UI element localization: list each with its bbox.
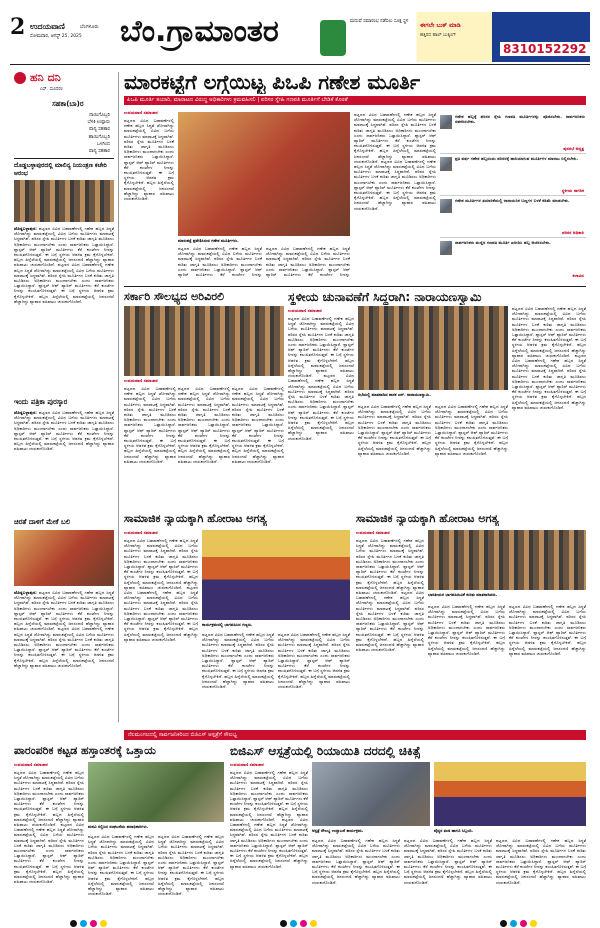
quote-block (440, 154, 586, 196)
story1-byline: ದೊಡ್ಡಬಳ್ಳಾಪುರ: (14, 226, 37, 231)
page-number: 2 (10, 14, 26, 40)
story-f-col2 (312, 838, 400, 906)
story-c-byline: ಉದಯವಾಣಿ ಸಮಾಚಾರ (124, 530, 158, 535)
lead-photo (178, 112, 350, 236)
brand: ಹನಿ ದನಿ (30, 71, 61, 84)
quote-photo (440, 199, 452, 213)
quote-photo (440, 241, 452, 255)
story-f-col1-text-2: ಪಟ್ಟಣದ ವಿವಿಧ ಬಡಾವಣೆಗಳಲ್ಲಿ ಗಣೇಶ ಹಬ್ಬದ ಸಿದ್ಧತೆ ಜೋರಾಗಿದ್ದು ಮಾರುಕಟ್ಟೆಯಲ್ಲಿ ವಿವಿಧ ಬಗೆಯ ಮೂರ್ತಿಗಳು ಮಾರಾಟಕ್ಕೆ ಸಿದ್ಧವಾಗಿವೆ. ಪರಿಸರ ಸ್ನೇಹಿ ಮೂರ್ತಿಗಳ ಬಳಕೆ ಕುರಿತು ಜಾಗೃತಿ ಮೂಡಿಸಲು ಅಧಿಕಾರಿಗಳು ಮುಂದಾಗಬೇಕು ಎಂದು ಸಾರ್ವಜನಿಕರು ಒತ್ತಾಯಿಸಿದ್ದಾರೆ. ಪ್ಲಾಸ್ಟರ್ ಆಫ್ ಪ್ಯಾರಿಸ್ ಮೂರ್ತಿಗಳು ಕೆರೆ ಕುಂಟೆಗಳ ನೀರನ್ನು ಕಲುಷಿತಗೊಳಿಸುತ್ತವೆ. ಈ ಬಗ್ಗೆ ಸ್ಥಳೀಯ ಆಡಳಿತ ಕ್ರಮ ಕೈಗೊಳ್ಳಬೇಕಿದೆ. ಹಬ್ಬದ ಹಿನ್ನೆಲೆಯಲ್ಲಿ ಮಾರುಕಟ್ಟೆಯಲ್ಲಿ ಜನಸಂದಣಿ ಹೆಚ್ಚಾಗಿದ್ದು ವ್ಯಾಪಾರ ವಹಿವಾಟು ಚುರುಕುಗೊಂಡಿದೆ. (230, 816, 308, 869)
story-b-col4-text-2: ಪಟ್ಟಣದ ವಿವಿಧ ಬಡಾವಣೆಗಳಲ್ಲಿ ಗಣೇಶ ಹಬ್ಬದ ಸಿದ್ಧತೆ ಜೋರಾಗಿದ್ದು ಮಾರುಕಟ್ಟೆಯಲ್ಲಿ ವಿವಿಧ ಬಗೆಯ ಮೂರ್ತಿಗಳು ಮಾರಾಟಕ್ಕೆ ಸಿದ್ಧವಾಗಿವೆ. ಪರಿಸರ ಸ್ನೇಹಿ ಮೂರ್ತಿಗಳ ಬಳಕೆ ಕುರಿತು ಜಾಗೃತಿ ಮೂಡಿಸಲು ಅಧಿಕಾರಿಗಳು ಮುಂದಾಗಬೇಕು ಎಂದು ಸಾರ್ವಜನಿಕರು ಒತ್ತಾಯಿಸಿದ್ದಾರೆ. ಪ್ಲಾಸ್ಟರ್ ಆಫ್ ಪ್ಯಾರಿಸ್ ಮೂರ್ತಿಗಳು ಕೆರೆ ಕುಂಟೆಗಳ ನೀರನ್ನು ಕಲುಷಿತಗೊಳಿಸುತ್ತವೆ. ಈ ಬಗ್ಗೆ ಸ್ಥಳೀಯ ಆಡಳಿತ ಕ್ರಮ ಕೈಗೊಳ್ಳಬೇಕಿದೆ. ಹಬ್ಬದ ಹಿನ್ನೆಲೆಯಲ್ಲಿ ಮಾರುಕಟ್ಟೆಯಲ್ಲಿ ಜನಸಂದಣಿ ಹೆಚ್ಚಾಗಿದ್ದು ವ್ಯಾಪಾರ ವಹಿವಾಟು ಚುರುಕುಗೊಂಡಿದೆ. (512, 352, 586, 410)
story-f-caption-2: ವೈದ್ಯರ ತಂಡ ಹಾಗೂ ಸಿಬ್ಬಂದಿ. (434, 828, 474, 833)
story-b-col3-text: ಪಟ್ಟಣದ ವಿವಿಧ ಬಡಾವಣೆಗಳಲ್ಲಿ ಗಣೇಶ ಹಬ್ಬದ ಸಿದ್ಧತೆ ಜೋರಾಗಿದ್ದು ಮಾರುಕಟ್ಟೆಯಲ್ಲಿ ವಿವಿಧ ಬಗೆಯ ಮೂರ್ತಿಗಳು ಮಾರಾಟಕ್ಕೆ ಸಿದ್ಧವಾಗಿವೆ. ಪರಿಸರ ಸ್ನೇಹಿ ಮೂರ್ತಿಗಳ ಬಳಕೆ ಕುರಿತು ಜಾಗೃತಿ ಮೂಡಿಸಲು ಅಧಿಕಾರಿಗಳು ಮುಂದಾಗಬೇಕು ಎಂದು ಸಾರ್ವಜನಿಕರು ಒತ್ತಾಯಿಸಿದ್ದಾರೆ. ಪ್ಲಾಸ್ಟರ್ ಆಫ್ ಪ್ಯಾರಿಸ್ ಮೂರ್ತಿಗಳು ಕೆರೆ ಕುಂಟೆಗಳ ನೀರನ್ನು ಕಲುಷಿತಗೊಳಿಸುತ್ತವೆ. ಈ ಬಗ್ಗೆ ಸ್ಥಳೀಯ ಆಡಳಿತ ಕ್ರಮ ಕೈಗೊಳ್ಳಬೇಕಿದೆ. ಹಬ್ಬದ ಹಿನ್ನೆಲೆಯಲ್ಲಿ ಮಾರುಕಟ್ಟೆಯಲ್ಲಿ ಜನಸಂದಣಿ ಹೆಚ್ಚಾಗಿದ್ದು ವ್ಯಾಪಾರ ವಹಿವಾಟು ಚುರುಕುಗೊಂಡಿದೆ. (435, 404, 508, 456)
lead-byline: ಉದಯವಾಣಿ ಸಮಾಚಾರ (124, 110, 158, 115)
story-d-col2-text: ಪಟ್ಟಣದ ವಿವಿಧ ಬಡಾವಣೆಗಳಲ್ಲಿ ಗಣೇಶ ಹಬ್ಬದ ಸಿದ್ಧತೆ ಜೋರಾಗಿದ್ದು ಮಾರುಕಟ್ಟೆಯಲ್ಲಿ ವಿವಿಧ ಬಗೆಯ ಮೂರ್ತಿಗಳು ಮಾರಾಟಕ್ಕೆ ಸಿದ್ಧವಾಗಿವೆ. ಪರಿಸರ ಸ್ನೇಹಿ ಮೂರ್ತಿಗಳ ಬಳಕೆ ಕುರಿತು ಜಾಗೃತಿ ಮೂಡಿಸಲು ಅಧಿಕಾರಿಗಳು ಮುಂದಾಗಬೇಕು ಎಂದು ಸಾರ್ವಜನಿಕರು ಒತ್ತಾಯಿಸಿದ್ದಾರೆ. ಪ್ಲಾಸ್ಟರ್ ಆಫ್ ಪ್ಯಾರಿಸ್ ಮೂರ್ತಿಗಳು ಕೆರೆ ಕುಂಟೆಗಳ ನೀರನ್ನು ಕಲುಷಿತಗೊಳಿಸುತ್ತವೆ. ಈ ಬಗ್ಗೆ ಸ್ಥಳೀಯ ಆಡಳಿತ ಕ್ರಮ ಕೈಗೊಳ್ಳಬೇಕಿದೆ. ಹಬ್ಬದ ಹಿನ್ನೆಲೆಯಲ್ಲಿ ಮಾರುಕಟ್ಟೆಯಲ್ಲಿ ಜನಸಂದಣಿ ಹೆಚ್ಚಾಗಿದ್ದು ವ್ಯಾಪಾರ ವಹಿವಾಟು ಚುರುಕುಗೊಂಡಿದೆ. (428, 604, 505, 656)
story-c-col3-text: ಪಟ್ಟಣದ ವಿವಿಧ ಬಡಾವಣೆಗಳಲ್ಲಿ ಗಣೇಶ ಹಬ್ಬದ ಸಿದ್ಧತೆ ಜೋರಾಗಿದ್ದು ಮಾರುಕಟ್ಟೆಯಲ್ಲಿ ವಿವಿಧ ಬಗೆಯ ಮೂರ್ತಿಗಳು ಮಾರಾಟಕ್ಕೆ ಸಿದ್ಧವಾಗಿವೆ. ಪರಿಸರ ಸ್ನೇಹಿ ಮೂರ್ತಿಗಳ ಬಳಕೆ ಕುರಿತು ಜಾಗೃತಿ ಮೂಡಿಸಲು ಅಧಿಕಾರಿಗಳು ಮುಂದಾಗಬೇಕು ಎಂದು ಸಾರ್ವಜನಿಕರು ಒತ್ತಾಯಿಸಿದ್ದಾರೆ. ಪ್ಲಾಸ್ಟರ್ ಆಫ್ ಪ್ಯಾರಿಸ್ ಮೂರ್ತಿಗಳು ಕೆರೆ ಕುಂಟೆಗಳ ನೀರನ್ನು ಕಲುಷಿತಗೊಳಿಸುತ್ತವೆ. ಈ ಬಗ್ಗೆ ಸ್ಥಳೀಯ ಆಡಳಿತ ಕ್ರಮ ಕೈಗೊಳ್ಳಬೇಕಿದೆ. ಹಬ್ಬದ ಹಿನ್ನೆಲೆಯಲ್ಲಿ ಮಾರುಕಟ್ಟೆಯಲ್ಲಿ ಜನಸಂದಣಿ ಹೆಚ್ಚಾಗಿದ್ದು ವ್ಯಾಪಾರ ವಹಿವಾಟು ಚುರುಕುಗೊಂಡಿದೆ. (278, 632, 350, 690)
quote-text: ಗಣೇಶ ಹಬ್ಬಕ್ಕೆ ಪರಿಸರ ಸ್ನೇಹಿ ಗಣಪತಿ ಮೂರ್ತಿಗಳನ್ನು ಪೂಜಿಸಬೇಕು. ಸಾರ್ವಜನಿಕರು ಸಹಕರಿಸಬೇಕು. (455, 114, 585, 125)
story-e-col1 (14, 770, 84, 906)
poem-line: ಹಾಯಿಗೊಬ್ಬರಿ (88, 134, 110, 140)
story-e-col3-text: ಪಟ್ಟಣದ ವಿವಿಧ ಬಡಾವಣೆಗಳಲ್ಲಿ ಗಣೇಶ ಹಬ್ಬದ ಸಿದ್ಧತೆ ಜೋರಾಗಿದ್ದು ಮಾರುಕಟ್ಟೆಯಲ್ಲಿ ವಿವಿಧ ಬಗೆಯ ಮೂರ್ತಿಗಳು ಮಾರಾಟಕ್ಕೆ ಸಿದ್ಧವಾಗಿವೆ. ಪರಿಸರ ಸ್ನೇಹಿ ಮೂರ್ತಿಗಳ ಬಳಕೆ ಕುರಿತು ಜಾಗೃತಿ ಮೂಡಿಸಲು ಅಧಿಕಾರಿಗಳು ಮುಂದಾಗಬೇಕು ಎಂದು ಸಾರ್ವಜನಿಕರು ಒತ್ತಾಯಿಸಿದ್ದಾರೆ. ಪ್ಲಾಸ್ಟರ್ ಆಫ್ ಪ್ಯಾರಿಸ್ ಮೂರ್ತಿಗಳು ಕೆರೆ ಕುಂಟೆಗಳ ನೀರನ್ನು ಕಲುಷಿತಗೊಳಿಸುತ್ತವೆ. ಈ ಬಗ್ಗೆ ಸ್ಥಳೀಯ ಆಡಳಿತ ಕ್ರಮ ಕೈಗೊಳ್ಳಬೇಕಿದೆ. ಹಬ್ಬದ ಹಿನ್ನೆಲೆಯಲ್ಲಿ ಮಾರುಕಟ್ಟೆಯಲ್ಲಿ ಜನಸಂದಣಿ ಹೆಚ್ಚಾಗಿದ್ದು ವ್ಯಾಪಾರ ವಹಿವಾಟು ಚುರುಕುಗೊಂಡಿದೆ. (158, 834, 224, 897)
ad-phone: 8310152292 (500, 42, 590, 56)
registration-dot (310, 920, 317, 927)
edition: ಬೆಂಗಳೂರು (80, 24, 99, 30)
quote-name: ಪುರಸಭೆ ಅಧ್ಯಕ್ಷ (563, 146, 584, 151)
story-e-byline: ಉದಯವಾಣಿ ಸಮಾಚಾರ (14, 762, 48, 767)
story-c-caption: ಕಾರ್ಯಕ್ರಮದಲ್ಲಿ ಭಾಗವಹಿಸಿದ ಗಣ್ಯರು. (202, 622, 253, 627)
poem-line: ಪಾನ್ಯ ಸಹಕಾರ (89, 127, 110, 133)
story-a-col2 (178, 386, 230, 508)
lead-col4 (354, 112, 436, 278)
registration-dot (70, 920, 77, 927)
story-a-byline: ಉದಯವಾಣಿ ಸಮಾಚಾರ (124, 378, 158, 383)
quote-text: ಸಾರ್ವಜನಿಕರು ಮಣ್ಣಿನ ಗಣಪತಿ ಮೂರ್ತಿ ಖರೀದಿಸಿ ಹಬ್ಬ ಆಚರಿಸಬೇಕು. (455, 240, 551, 245)
lead-col3 (266, 246, 350, 278)
story3-photo (14, 530, 114, 586)
lead-col2 (178, 246, 262, 278)
registration-dot (280, 920, 287, 927)
story2-body (14, 410, 114, 514)
story-f-col3-text: ಪಟ್ಟಣದ ವಿವಿಧ ಬಡಾವಣೆಗಳಲ್ಲಿ ಗಣೇಶ ಹಬ್ಬದ ಸಿದ್ಧತೆ ಜೋರಾಗಿದ್ದು ಮಾರುಕಟ್ಟೆಯಲ್ಲಿ ವಿವಿಧ ಬಗೆಯ ಮೂರ್ತಿಗಳು ಮಾರಾಟಕ್ಕೆ ಸಿದ್ಧವಾಗಿವೆ. ಪರಿಸರ ಸ್ನೇಹಿ ಮೂರ್ತಿಗಳ ಬಳಕೆ ಕುರಿತು ಜಾಗೃತಿ ಮೂಡಿಸಲು ಅಧಿಕಾರಿಗಳು ಮುಂದಾಗಬೇಕು ಎಂದು ಸಾರ್ವಜನಿಕರು ಒತ್ತಾಯಿಸಿದ್ದಾರೆ. ಪ್ಲಾಸ್ಟರ್ ಆಫ್ ಪ್ಯಾರಿಸ್ ಮೂರ್ತಿಗಳು ಕೆರೆ ಕುಂಟೆಗಳ ನೀರನ್ನು ಕಲುಷಿತಗೊಳಿಸುತ್ತವೆ. ಈ ಬಗ್ಗೆ ಸ್ಥಳೀಯ ಆಡಳಿತ ಕ್ರಮ ಕೈಗೊಳ್ಳಬೇಕಿದೆ. ಹಬ್ಬದ ಹಿನ್ನೆಲೆಯಲ್ಲಿ ಮಾರುಕಟ್ಟೆಯಲ್ಲಿ ಜನಸಂದಣಿ ಹೆಚ್ಚಾಗಿದ್ದು ವ್ಯಾಪಾರ ವಹಿವಾಟು ಚುರುಕುಗೊಂಡಿದೆ. (404, 838, 492, 885)
registration-marks-left (70, 912, 110, 928)
story3-text-2: ಪಟ್ಟಣದ ವಿವಿಧ ಬಡಾವಣೆಗಳಲ್ಲಿ ಗಣೇಶ ಹಬ್ಬದ ಸಿದ್ಧತೆ ಜೋರಾಗಿದ್ದು ಮಾರುಕಟ್ಟೆಯಲ್ಲಿ ವಿವಿಧ ಬಗೆಯ ಮೂರ್ತಿಗಳು ಮಾರಾಟಕ್ಕೆ ಸಿದ್ಧವಾಗಿವೆ. ಪರಿಸರ ಸ್ನೇಹಿ ಮೂರ್ತಿಗಳ ಬಳಕೆ ಕುರಿತು ಜಾಗೃತಿ ಮೂಡಿಸಲು ಅಧಿಕಾರಿಗಳು ಮುಂದಾಗಬೇಕು ಎಂದು ಸಾರ್ವಜನಿಕರು ಒತ್ತಾಯಿಸಿದ್ದಾರೆ. ಪ್ಲಾಸ್ಟರ್ ಆಫ್ ಪ್ಯಾರಿಸ್ ಮೂರ್ತಿಗಳು ಕೆರೆ ಕುಂಟೆಗಳ ನೀರನ್ನು ಕಲುಷಿತಗೊಳಿಸುತ್ತವೆ. ಈ ಬಗ್ಗೆ ಸ್ಥಳೀಯ ಆಡಳಿತ ಕ್ರಮ ಕೈಗೊಳ್ಳಬೇಕಿದೆ. ಹಬ್ಬದ ಹಿನ್ನೆಲೆಯಲ್ಲಿ ಮಾರುಕಟ್ಟೆಯಲ್ಲಿ ಜನಸಂದಣಿ ಹೆಚ್ಚಾಗಿದ್ದು ವ್ಯಾಪಾರ ವಹಿವಾಟು ಚುರುಕುಗೊಂಡಿದೆ. (14, 626, 114, 668)
story-d-col1-text-2: ಪಟ್ಟಣದ ವಿವಿಧ ಬಡಾವಣೆಗಳಲ್ಲಿ ಗಣೇಶ ಹಬ್ಬದ ಸಿದ್ಧತೆ ಜೋರಾಗಿದ್ದು ಮಾರುಕಟ್ಟೆಯಲ್ಲಿ ವಿವಿಧ ಬಗೆಯ ಮೂರ್ತಿಗಳು ಮಾರಾಟಕ್ಕೆ ಸಿದ್ಧವಾಗಿವೆ. ಪರಿಸರ ಸ್ನೇಹಿ ಮೂರ್ತಿಗಳ ಬಳಕೆ ಕುರಿತು ಜಾಗೃತಿ ಮೂಡಿಸಲು ಅಧಿಕಾರಿಗಳು ಮುಂದಾಗಬೇಕು ಎಂದು ಸಾರ್ವಜನಿಕರು ಒತ್ತಾಯಿಸಿದ್ದಾರೆ. ಪ್ಲಾಸ್ಟರ್ ಆಫ್ ಪ್ಯಾರಿಸ್ ಮೂರ್ತಿಗಳು ಕೆರೆ ಕುಂಟೆಗಳ ನೀರನ್ನು ಕಲುಷಿತಗೊಳಿಸುತ್ತವೆ. ಈ ಬಗ್ಗೆ ಸ್ಥಳೀಯ ಆಡಳಿತ ಕ್ರಮ ಕೈಗೊಳ್ಳಬೇಕಿದೆ. ಹಬ್ಬದ ಹಿನ್ನೆಲೆಯಲ್ಲಿ ಮಾರುಕಟ್ಟೆಯಲ್ಲಿ ಜನಸಂದಣಿ ಹೆಚ್ಚಾಗಿದ್ದು ವ್ಯಾಪಾರ ವಹಿವಾಟು ಚುರುಕುಗೊಂಡಿದೆ. (356, 590, 424, 653)
story1-text: ಪಟ್ಟಣದ ವಿವಿಧ ಬಡಾವಣೆಗಳಲ್ಲಿ ಗಣೇಶ ಹಬ್ಬದ ಸಿದ್ಧತೆ ಜೋರಾಗಿದ್ದು ಮಾರುಕಟ್ಟೆಯಲ್ಲಿ ವಿವಿಧ ಬಗೆಯ ಮೂರ್ತಿಗಳು ಮಾರಾಟಕ್ಕೆ ಸಿದ್ಧವಾಗಿವೆ. ಪರಿಸರ ಸ್ನೇಹಿ ಮೂರ್ತಿಗಳ ಬಳಕೆ ಕುರಿತು ಜಾಗೃತಿ ಮೂಡಿಸಲು ಅಧಿಕಾರಿಗಳು ಮುಂದಾಗಬೇಕು ಎಂದು ಸಾರ್ವಜನಿಕರು ಒತ್ತಾಯಿಸಿದ್ದಾರೆ. ಪ್ಲಾಸ್ಟರ್ ಆಫ್ ಪ್ಯಾರಿಸ್ ಮೂರ್ತಿಗಳು ಕೆರೆ ಕುಂಟೆಗಳ ನೀರನ್ನು ಕಲುಷಿತಗೊಳಿಸುತ್ತವೆ. ಈ ಬಗ್ಗೆ ಸ್ಥಳೀಯ ಆಡಳಿತ ಕ್ರಮ ಕೈಗೊಳ್ಳಬೇಕಿದೆ. ಹಬ್ಬದ ಹಿನ್ನೆಲೆಯಲ್ಲಿ ಮಾರುಕಟ್ಟೆಯಲ್ಲಿ ಜನಸಂದಣಿ ಹೆಚ್ಚಾಗಿದ್ದು ವ್ಯಾಪಾರ ವಹಿವಾಟು ಚುರುಕುಗೊಂಡಿದೆ. (14, 226, 114, 268)
story-e-col3 (158, 834, 224, 906)
story3-headline: ಚಿರತೆ ದಾಳಿಗೆ ಮೇಕೆ ಬಲಿ (14, 518, 71, 526)
lead-col4-text: ಪಟ್ಟಣದ ವಿವಿಧ ಬಡಾವಣೆಗಳಲ್ಲಿ ಗಣೇಶ ಹಬ್ಬದ ಸಿದ್ಧತೆ ಜೋರಾಗಿದ್ದು ಮಾರುಕಟ್ಟೆಯಲ್ಲಿ ವಿವಿಧ ಬಗೆಯ ಮೂರ್ತಿಗಳು ಮಾರಾಟಕ್ಕೆ ಸಿದ್ಧವಾಗಿವೆ. ಪರಿಸರ ಸ್ನೇಹಿ ಮೂರ್ತಿಗಳ ಬಳಕೆ ಕುರಿತು ಜಾಗೃತಿ ಮೂಡಿಸಲು ಅಧಿಕಾರಿಗಳು ಮುಂದಾಗಬೇಕು ಎಂದು ಸಾರ್ವಜನಿಕರು ಒತ್ತಾಯಿಸಿದ್ದಾರೆ. ಪ್ಲಾಸ್ಟರ್ ಆಫ್ ಪ್ಯಾರಿಸ್ ಮೂರ್ತಿಗಳು ಕೆರೆ ಕುಂಟೆಗಳ ನೀರನ್ನು ಕಲುಷಿತಗೊಳಿಸುತ್ತವೆ. ಈ ಬಗ್ಗೆ ಸ್ಥಳೀಯ ಆಡಳಿತ ಕ್ರಮ ಕೈಗೊಳ್ಳಬೇಕಿದೆ. ಹಬ್ಬದ ಹಿನ್ನೆಲೆಯಲ್ಲಿ ಮಾರುಕಟ್ಟೆಯಲ್ಲಿ ಜನಸಂದಣಿ ಹೆಚ್ಚಾಗಿದ್ದು ವ್ಯಾಪಾರ ವಹಿವಾಟು ಚುರುಕುಗೊಂಡಿದೆ. (354, 112, 436, 164)
quote-name: ಪರಿಸರ ಅಧಿಕಾರಿ (562, 230, 584, 235)
quotes-column (440, 112, 586, 284)
story2-headline: ಇಂದು ಪತ್ರಿಕಾ ಪುರಸ್ಕಾರ (14, 398, 68, 406)
story-b-col4 (512, 306, 586, 508)
story-e-col1-text: ಪಟ್ಟಣದ ವಿವಿಧ ಬಡಾವಣೆಗಳಲ್ಲಿ ಗಣೇಶ ಹಬ್ಬದ ಸಿದ್ಧತೆ ಜೋರಾಗಿದ್ದು ಮಾರುಕಟ್ಟೆಯಲ್ಲಿ ವಿವಿಧ ಬಗೆಯ ಮೂರ್ತಿಗಳು ಮಾರಾಟಕ್ಕೆ ಸಿದ್ಧವಾಗಿವೆ. ಪರಿಸರ ಸ್ನೇಹಿ ಮೂರ್ತಿಗಳ ಬಳಕೆ ಕುರಿತು ಜಾಗೃತಿ ಮೂಡಿಸಲು ಅಧಿಕಾರಿಗಳು ಮುಂದಾಗಬೇಕು ಎಂದು ಸಾರ್ವಜನಿಕರು ಒತ್ತಾಯಿಸಿದ್ದಾರೆ. ಪ್ಲಾಸ್ಟರ್ ಆಫ್ ಪ್ಯಾರಿಸ್ ಮೂರ್ತಿಗಳು ಕೆರೆ ಕುಂಟೆಗಳ ನೀರನ್ನು ಕಲುಷಿತಗೊಳಿಸುತ್ತವೆ. ಈ ಬಗ್ಗೆ ಸ್ಥಳೀಯ ಆಡಳಿತ ಕ್ರಮ ಕೈಗೊಳ್ಳಬೇಕಿದೆ. ಹಬ್ಬದ ಹಿನ್ನೆಲೆಯಲ್ಲಿ ಮಾರುಕಟ್ಟೆಯಲ್ಲಿ ಜನಸಂದಣಿ ಹೆಚ್ಚಾಗಿದ್ದು ವ್ಯಾಪಾರ ವಹಿವಾಟು ಚುರುಕುಗೊಂಡಿದೆ. (14, 770, 84, 828)
story-f-col4 (496, 838, 586, 906)
ad-title: ಈಗಲೇ ಬುಕ್ ಮಾಡಿ (420, 22, 461, 29)
quote-text: ಪ್ರತಿ ವರ್ಷ ಗಣೇಶ ಹಬ್ಬದಂದು ಪರಿಸರಕ್ಕೆ ಹಾನಿಯಾಗುವ ಮೂರ್ತಿಗಳ ಮಾರಾಟ ನಿಲ್ಲಿಸಬೇಕು. (455, 156, 579, 161)
registration-dot (100, 920, 107, 927)
registration-dot (300, 920, 307, 927)
story-e-col2-text: ಪಟ್ಟಣದ ವಿವಿಧ ಬಡಾವಣೆಗಳಲ್ಲಿ ಗಣೇಶ ಹಬ್ಬದ ಸಿದ್ಧತೆ ಜೋರಾಗಿದ್ದು ಮಾರುಕಟ್ಟೆಯಲ್ಲಿ ವಿವಿಧ ಬಗೆಯ ಮೂರ್ತಿಗಳು ಮಾರಾಟಕ್ಕೆ ಸಿದ್ಧವಾಗಿವೆ. ಪರಿಸರ ಸ್ನೇಹಿ ಮೂರ್ತಿಗಳ ಬಳಕೆ ಕುರಿತು ಜಾಗೃತಿ ಮೂಡಿಸಲು ಅಧಿಕಾರಿಗಳು ಮುಂದಾಗಬೇಕು ಎಂದು ಸಾರ್ವಜನಿಕರು ಒತ್ತಾಯಿಸಿದ್ದಾರೆ. ಪ್ಲಾಸ್ಟರ್ ಆಫ್ ಪ್ಯಾರಿಸ್ ಮೂರ್ತಿಗಳು ಕೆರೆ ಕುಂಟೆಗಳ ನೀರನ್ನು ಕಲುಷಿತಗೊಳಿಸುತ್ತವೆ. ಈ ಬಗ್ಗೆ ಸ್ಥಳೀಯ ಆಡಳಿತ ಕ್ರಮ ಕೈಗೊಳ್ಳಬೇಕಿದೆ. ಹಬ್ಬದ ಹಿನ್ನೆಲೆಯಲ್ಲಿ ಮಾರುಕಟ್ಟೆಯಲ್ಲಿ ಜನಸಂದಣಿ ಹೆಚ್ಚಾಗಿದ್ದು ವ್ಯಾಪಾರ ವಹಿವಾಟು ಚುರುಕುಗೊಂಡಿದೆ. (88, 834, 154, 897)
story-a-col3 (232, 386, 284, 508)
date: ಸೋಮವಾರ, ಆಗಸ್ಟ್ 25, 2025 (30, 34, 82, 39)
registration-dot (520, 920, 527, 927)
sidebar-rule (14, 158, 114, 159)
story1-headline: ದೊಡ್ಡಬಳ್ಳಾಪುರದಲ್ಲಿ ಮಾಲಿನ್ಯ ನಿಯಂತ್ರಣ ಕಚೇರಿ ಆರಂಭ (14, 162, 107, 177)
story-d-col3 (509, 604, 586, 726)
lead-rule (124, 286, 586, 287)
story2-text: ಪಟ್ಟಣದ ವಿವಿಧ ಬಡಾವಣೆಗಳಲ್ಲಿ ಗಣೇಶ ಹಬ್ಬದ ಸಿದ್ಧತೆ ಜೋರಾಗಿದ್ದು ಮಾರುಕಟ್ಟೆಯಲ್ಲಿ ವಿವಿಧ ಬಗೆಯ ಮೂರ್ತಿಗಳು ಮಾರಾಟಕ್ಕೆ ಸಿದ್ಧವಾಗಿವೆ. ಪರಿಸರ ಸ್ನೇಹಿ ಮೂರ್ತಿಗಳ ಬಳಕೆ ಕುರಿತು ಜಾಗೃತಿ ಮೂಡಿಸಲು ಅಧಿಕಾರಿಗಳು ಮುಂದಾಗಬೇಕು ಎಂದು ಸಾರ್ವಜನಿಕರು ಒತ್ತಾಯಿಸಿದ್ದಾರೆ. ಪ್ಲಾಸ್ಟರ್ ಆಫ್ ಪ್ಯಾರಿಸ್ ಮೂರ್ತಿಗಳು ಕೆರೆ ಕುಂಟೆಗಳ ನೀರನ್ನು ಕಲುಷಿತಗೊಳಿಸುತ್ತವೆ. ಈ ಬಗ್ಗೆ ಸ್ಥಳೀಯ ಆಡಳಿತ ಕ್ರಮ ಕೈಗೊಳ್ಳಬೇಕಿದೆ. ಹಬ್ಬದ ಹಿನ್ನೆಲೆಯಲ್ಲಿ ಮಾರುಕಟ್ಟೆಯಲ್ಲಿ ಜನಸಂದಣಿ ಹೆಚ್ಚಾಗಿದ್ದು ವ್ಯಾಪಾರ ವಹಿವಾಟು ಚುರುಕುಗೊಂಡಿದೆ. (14, 410, 114, 452)
story2-byline: ದೊಡ್ಡಬಳ್ಳಾಪುರ: (14, 410, 37, 415)
masthead-rule (10, 64, 590, 65)
lead-col4-text-2: ಪಟ್ಟಣದ ವಿವಿಧ ಬಡಾವಣೆಗಳಲ್ಲಿ ಗಣೇಶ ಹಬ್ಬದ ಸಿದ್ಧತೆ ಜೋರಾಗಿದ್ದು ಮಾರುಕಟ್ಟೆಯಲ್ಲಿ ವಿವಿಧ ಬಗೆಯ ಮೂರ್ತಿಗಳು ಮಾರಾಟಕ್ಕೆ ಸಿದ್ಧವಾಗಿವೆ. ಪರಿಸರ ಸ್ನೇಹಿ ಮೂರ್ತಿಗಳ ಬಳಕೆ ಕುರಿತು ಜಾಗೃತಿ ಮೂಡಿಸಲು ಅಧಿಕಾರಿಗಳು ಮುಂದಾಗಬೇಕು ಎಂದು ಸಾರ್ವಜನಿಕರು ಒತ್ತಾಯಿಸಿದ್ದಾರೆ. ಪ್ಲಾಸ್ಟರ್ ಆಫ್ ಪ್ಯಾರಿಸ್ ಮೂರ್ತಿಗಳು ಕೆರೆ ಕುಂಟೆಗಳ ನೀರನ್ನು ಕಲುಷಿತಗೊಳಿಸುತ್ತವೆ. ಈ ಬಗ್ಗೆ ಸ್ಥಳೀಯ ಆಡಳಿತ ಕ್ರಮ ಕೈಗೊಳ್ಳಬೇಕಿದೆ. ಹಬ್ಬದ ಹಿನ್ನೆಲೆಯಲ್ಲಿ ಮಾರುಕಟ್ಟೆಯಲ್ಲಿ ಜನಸಂದಣಿ ಹೆಚ್ಚಾಗಿದ್ದು ವ್ಯಾಪಾರ ವಹಿವಾಟು ಚುರುಕುಗೊಂಡಿದೆ. (354, 158, 436, 211)
registration-dot (90, 920, 97, 927)
poem-line: ಬೆಳಕಿ ಉಪ್ಪಾರು (87, 120, 110, 126)
lead-subhead: ಪಿಒಪಿ ಮೂರ್ತಿ ತಯಾರಿ, ಮಾರಾಟದ ವಿರುದ್ಧ ಅಧಿಕಾರಿಗಳು ಕ್ರಮವಹಿಸಲಿ | ಪರಿಸರ ಸ್ನೇಹಿ ಗಣಪತಿ ಮೂರ್ತಿಗೆ ಬೇಡಿಕೆ ಕೊರತೆ (124, 96, 586, 105)
lead-col2-text: ಪಟ್ಟಣದ ವಿವಿಧ ಬಡಾವಣೆಗಳಲ್ಲಿ ಗಣೇಶ ಹಬ್ಬದ ಸಿದ್ಧತೆ ಜೋರಾಗಿದ್ದು ಮಾರುಕಟ್ಟೆಯಲ್ಲಿ ವಿವಿಧ ಬಗೆಯ ಮೂರ್ತಿಗಳು ಮಾರಾಟಕ್ಕೆ ಸಿದ್ಧವಾಗಿವೆ. ಪರಿಸರ ಸ್ನೇಹಿ ಮೂರ್ತಿಗಳ ಬಳಕೆ ಕುರಿತು ಜಾಗೃತಿ ಮೂಡಿಸಲು ಅಧಿಕಾರಿಗಳು ಮುಂದಾಗಬೇಕು ಎಂದು ಸಾರ್ವಜನಿಕರು ಒತ್ತಾಯಿಸಿದ್ದಾರೆ. ಪ್ಲಾಸ್ಟರ್ ಆಫ್ ಪ್ಯಾರಿಸ್ ಮೂರ್ತಿಗಳು ಕೆರೆ ಕುಂಟೆಗಳ ನೀರನ್ನು (178, 246, 262, 278)
story-b-col4-text: ಪಟ್ಟಣದ ವಿವಿಧ ಬಡಾವಣೆಗಳಲ್ಲಿ ಗಣೇಶ ಹಬ್ಬದ ಸಿದ್ಧತೆ ಜೋರಾಗಿದ್ದು ಮಾರುಕಟ್ಟೆಯಲ್ಲಿ ವಿವಿಧ ಬಗೆಯ ಮೂರ್ತಿಗಳು ಮಾರಾಟಕ್ಕೆ ಸಿದ್ಧವಾಗಿವೆ. ಪರಿಸರ ಸ್ನೇಹಿ ಮೂರ್ತಿಗಳ ಬಳಕೆ ಕುರಿತು ಜಾಗೃತಿ ಮೂಡಿಸಲು ಅಧಿಕಾರಿಗಳು ಮುಂದಾಗಬೇಕು ಎಂದು ಸಾರ್ವಜನಿಕರು ಒತ್ತಾಯಿಸಿದ್ದಾರೆ. ಪ್ಲಾಸ್ಟರ್ ಆಫ್ ಪ್ಯಾರಿಸ್ ಮೂರ್ತಿಗಳು ಕೆರೆ ಕುಂಟೆಗಳ ನೀರನ್ನು ಕಲುಷಿತಗೊಳಿಸುತ್ತವೆ. ಈ ಬಗ್ಗೆ ಸ್ಥಳೀಯ ಆಡಳಿತ ಕ್ರಮ ಕೈಗೊಳ್ಳಬೇಕಿದೆ. ಹಬ್ಬದ ಹಿನ್ನೆಲೆಯಲ್ಲಿ ಮಾರುಕಟ್ಟೆಯಲ್ಲಿ ಜನಸಂದಣಿ ಹೆಚ್ಚಾಗಿದ್ದು ವ್ಯಾಪಾರ ವಹಿವಾಟು ಚುರುಕುಗೊಂಡಿದೆ. (512, 306, 586, 358)
story-e-photo (88, 762, 224, 822)
story-b-col1 (288, 316, 354, 508)
sidebar-divider (118, 72, 119, 722)
quote-photo (440, 115, 452, 129)
story-c-col3 (278, 632, 350, 726)
ad-small: ಮದುವೆ ಸಮಾರಂಭ ನಡೆಸಲು ಸೂಕ್ತ ಸ್ಥಳ (350, 19, 409, 24)
story-f-col1 (230, 770, 308, 906)
story-b-col2 (358, 404, 431, 508)
story-b-caption: ಸಭೆಯಲ್ಲಿ ಮಾತನಾಡಿದ ಶಾಸಕ ಎನ್. ನಾರಾಯಣಸ್ವಾಮಿ. (358, 392, 431, 397)
poem-line: ಪಾನ್ಯ ಸಹಕಾರ (89, 149, 110, 155)
story-d-byline: ಉದಯವಾಣಿ ಸಮಾಚಾರ (356, 530, 390, 535)
story-b-headline: ಸ್ಥಳೀಯ ಚುನಾವಣೆಗೆ ಸಿದ್ಧರಾಗಿ: ನಾರಾಯಣಸ್ವಾಮಿ (288, 290, 482, 304)
story-b-col1-text: ಪಟ್ಟಣದ ವಿವಿಧ ಬಡಾವಣೆಗಳಲ್ಲಿ ಗಣೇಶ ಹಬ್ಬದ ಸಿದ್ಧತೆ ಜೋರಾಗಿದ್ದು ಮಾರುಕಟ್ಟೆಯಲ್ಲಿ ವಿವಿಧ ಬಗೆಯ ಮೂರ್ತಿಗಳು ಮಾರಾಟಕ್ಕೆ ಸಿದ್ಧವಾಗಿವೆ. ಪರಿಸರ ಸ್ನೇಹಿ ಮೂರ್ತಿಗಳ ಬಳಕೆ ಕುರಿತು ಜಾಗೃತಿ ಮೂಡಿಸಲು ಅಧಿಕಾರಿಗಳು ಮುಂದಾಗಬೇಕು ಎಂದು ಸಾರ್ವಜನಿಕರು ಒತ್ತಾಯಿಸಿದ್ದಾರೆ. ಪ್ಲಾಸ್ಟರ್ ಆಫ್ ಪ್ಯಾರಿಸ್ ಮೂರ್ತಿಗಳು ಕೆರೆ ಕುಂಟೆಗಳ ನೀರನ್ನು ಕಲುಷಿತಗೊಳಿಸುತ್ತವೆ. ಈ ಬಗ್ಗೆ ಸ್ಥಳೀಯ ಆಡಳಿತ ಕ್ರಮ ಕೈಗೊಳ್ಳಬೇಕಿದೆ. ಹಬ್ಬದ ಹಿನ್ನೆಲೆಯಲ್ಲಿ ಮಾರುಕಟ್ಟೆಯಲ್ಲಿ ಜನಸಂದಣಿ ಹೆಚ್ಚಾಗಿದ್ದು ವ್ಯಾಪಾರ ವಹಿವಾಟು ಚುರುಕುಗೊಂಡಿದೆ. (288, 316, 354, 379)
lead-col1-text: ಪಟ್ಟಣದ ವಿವಿಧ ಬಡಾವಣೆಗಳಲ್ಲಿ ಗಣೇಶ ಹಬ್ಬದ ಸಿದ್ಧತೆ ಜೋರಾಗಿದ್ದು ಮಾರುಕಟ್ಟೆಯಲ್ಲಿ ವಿವಿಧ ಬಗೆಯ ಮೂರ್ತಿಗಳು ಮಾರಾಟಕ್ಕೆ ಸಿದ್ಧವಾಗಿವೆ. ಪರಿಸರ ಸ್ನೇಹಿ ಮೂರ್ತಿಗಳ ಬಳಕೆ ಕುರಿತು ಜಾಗೃತಿ ಮೂಡಿಸಲು ಅಧಿಕಾರಿಗಳು ಮುಂದಾಗಬೇಕು ಎಂದು ಸಾರ್ವಜನಿಕರು ಒತ್ತಾಯಿಸಿದ್ದಾರೆ. ಪ್ಲಾಸ್ಟರ್ ಆಫ್ ಪ್ಯಾರಿಸ್ ಮೂರ್ತಿಗಳು ಕೆರೆ ಕುಂಟೆಗಳ ನೀರನ್ನು ಕಲುಷಿತಗೊಳಿಸುತ್ತವೆ. ಈ ಬಗ್ಗೆ ಸ್ಥಳೀಯ ಆಡಳಿತ ಕ್ರಮ ಕೈಗೊಳ್ಳಬೇಕಿದೆ. ಹಬ್ಬದ ಹಿನ್ನೆಲೆಯಲ್ಲಿ ಮಾರುಕಟ್ಟೆಯಲ್ಲಿ ಜನಸಂದಣಿ ಹೆಚ್ಚಾಗಿದ್ದು ವ್ಯಾಪಾರ ವಹಿವಾಟು ಚುರುಕುಗೊಂಡಿದೆ. (124, 118, 174, 202)
story-d-caption: ಭಾರತೀಯರ ಭಾಗವಹಿಸುವಿಕೆ ಕುರಿತು ಮಾತನಾಡಿದರು. (428, 592, 498, 597)
story-c-photo (202, 530, 350, 620)
story-f-photo-2 (434, 762, 586, 826)
ad-phone-icon (320, 20, 346, 56)
story-a-col1-text: ಪಟ್ಟಣದ ವಿವಿಧ ಬಡಾವಣೆಗಳಲ್ಲಿ ಗಣೇಶ ಹಬ್ಬದ ಸಿದ್ಧತೆ ಜೋರಾಗಿದ್ದು ಮಾರುಕಟ್ಟೆಯಲ್ಲಿ ವಿವಿಧ ಬಗೆಯ ಮೂರ್ತಿಗಳು ಮಾರಾಟಕ್ಕೆ ಸಿದ್ಧವಾಗಿವೆ. ಪರಿಸರ ಸ್ನೇಹಿ ಮೂರ್ತಿಗಳ ಬಳಕೆ ಕುರಿತು ಜಾಗೃತಿ ಮೂಡಿಸಲು ಅಧಿಕಾರಿಗಳು ಮುಂದಾಗಬೇಕು ಎಂದು ಸಾರ್ವಜನಿಕರು ಒತ್ತಾಯಿಸಿದ್ದಾರೆ. ಪ್ಲಾಸ್ಟರ್ ಆಫ್ ಪ್ಯಾರಿಸ್ ಮೂರ್ತಿಗಳು ಕೆರೆ ಕುಂಟೆಗಳ ನೀರನ್ನು ಕಲುಷಿತಗೊಳಿಸುತ್ತವೆ. ಈ ಬಗ್ಗೆ ಸ್ಥಳೀಯ ಆಡಳಿತ ಕ್ರಮ ಕೈಗೊಳ್ಳಬೇಕಿದೆ. ಹಬ್ಬದ ಹಿನ್ನೆಲೆಯಲ್ಲಿ ಮಾರುಕಟ್ಟೆಯಲ್ಲಿ ಜನಸಂದಣಿ ಹೆಚ್ಚಾಗಿದ್ದು ವ್ಯಾಪಾರ ವಹಿವಾಟು ಚುರುಕುಗೊಂಡಿದೆ. (124, 386, 176, 464)
story-c-col1 (124, 538, 198, 726)
story-a-col1 (124, 386, 176, 508)
story-c-col2 (202, 632, 274, 726)
story-f-caption-1: ಆಸ್ಪತ್ರೆ ಸೌಲಭ್ಯ ಉದ್ಘಾಟನೆ ಕಾರ್ಯಕ್ರಮ. (312, 828, 364, 833)
story-d-col3-text: ಪಟ್ಟಣದ ವಿವಿಧ ಬಡಾವಣೆಗಳಲ್ಲಿ ಗಣೇಶ ಹಬ್ಬದ ಸಿದ್ಧತೆ ಜೋರಾಗಿದ್ದು ಮಾರುಕಟ್ಟೆಯಲ್ಲಿ ವಿವಿಧ ಬಗೆಯ ಮೂರ್ತಿಗಳು ಮಾರಾಟಕ್ಕೆ ಸಿದ್ಧವಾಗಿವೆ. ಪರಿಸರ ಸ್ನೇಹಿ ಮೂರ್ತಿಗಳ ಬಳಕೆ ಕುರಿತು ಜಾಗೃತಿ ಮೂಡಿಸಲು ಅಧಿಕಾರಿಗಳು ಮುಂದಾಗಬೇಕು ಎಂದು ಸಾರ್ವಜನಿಕರು ಒತ್ತಾಯಿಸಿದ್ದಾರೆ. ಪ್ಲಾಸ್ಟರ್ ಆಫ್ ಪ್ಯಾರಿಸ್ ಮೂರ್ತಿಗಳು ಕೆರೆ ಕುಂಟೆಗಳ ನೀರನ್ನು ಕಲುಷಿತಗೊಳಿಸುತ್ತವೆ. ಈ ಬಗ್ಗೆ ಸ್ಥಳೀಯ ಆಡಳಿತ ಕ್ರಮ ಕೈಗೊಳ್ಳಬೇಕಿದೆ. ಹಬ್ಬದ ಹಿನ್ನೆಲೆಯಲ್ಲಿ ಮಾರುಕಟ್ಟೆಯಲ್ಲಿ ಜನಸಂದಣಿ ಹೆಚ್ಚಾಗಿದ್ದು ವ್ಯಾಪಾರ ವಹಿವಾಟು ಚುರುಕುಗೊಂಡಿದೆ. (509, 604, 586, 656)
brand-sub: ಎಸ್. ಸುಂದರಂ (40, 87, 63, 92)
story-b-col1-text-2: ಪಟ್ಟಣದ ವಿವಿಧ ಬಡಾವಣೆಗಳಲ್ಲಿ ಗಣೇಶ ಹಬ್ಬದ ಸಿದ್ಧತೆ ಜೋರಾಗಿದ್ದು ಮಾರುಕಟ್ಟೆಯಲ್ಲಿ ವಿವಿಧ ಬಗೆಯ ಮೂರ್ತಿಗಳು ಮಾರಾಟಕ್ಕೆ ಸಿದ್ಧವಾಗಿವೆ. ಪರಿಸರ ಸ್ನೇಹಿ ಮೂರ್ತಿಗಳ ಬಳಕೆ ಕುರಿತು ಜಾಗೃತಿ ಮೂಡಿಸಲು ಅಧಿಕಾರಿಗಳು ಮುಂದಾಗಬೇಕು ಎಂದು ಸಾರ್ವಜನಿಕರು ಒತ್ತಾಯಿಸಿದ್ದಾರೆ. ಪ್ಲಾಸ್ಟರ್ ಆಫ್ ಪ್ಯಾರಿಸ್ ಮೂರ್ತಿಗಳು ಕೆರೆ ಕುಂಟೆಗಳ ನೀರನ್ನು ಕಲುಷಿತಗೊಳಿಸುತ್ತವೆ. ಈ ಬಗ್ಗೆ ಸ್ಥಳೀಯ ಆಡಳಿತ ಕ್ರಮ ಕೈಗೊಳ್ಳಬೇಕಿದೆ. ಹಬ್ಬದ ಹಿನ್ನೆಲೆಯಲ್ಲಿ ಮಾರುಕಟ್ಟೆಯಲ್ಲಿ ಜನಸಂದಣಿ ಹೆಚ್ಚಾಗಿದ್ದು ವ್ಯಾಪಾರ ವಹಿವಾಟು ಚುರುಕುಗೊಂಡಿದೆ. (288, 373, 354, 441)
story-e-caption: ಮನವಿ ಸಲ್ಲಿಸಿದ ಸಂಘಟನೆಯ ಪದಾಧಿಕಾರಿಗಳು. (88, 824, 149, 829)
story-f-col4-text: ಪಟ್ಟಣದ ವಿವಿಧ ಬಡಾವಣೆಗಳಲ್ಲಿ ಗಣೇಶ ಹಬ್ಬದ ಸಿದ್ಧತೆ ಜೋರಾಗಿದ್ದು ಮಾರುಕಟ್ಟೆಯಲ್ಲಿ ವಿವಿಧ ಬಗೆಯ ಮೂರ್ತಿಗಳು ಮಾರಾಟಕ್ಕೆ ಸಿದ್ಧವಾಗಿವೆ. ಪರಿಸರ ಸ್ನೇಹಿ ಮೂರ್ತಿಗಳ ಬಳಕೆ ಕುರಿತು ಜಾಗೃತಿ ಮೂಡಿಸಲು ಅಧಿಕಾರಿಗಳು ಮುಂದಾಗಬೇಕು ಎಂದು ಸಾರ್ವಜನಿಕರು ಒತ್ತಾಯಿಸಿದ್ದಾರೆ. ಪ್ಲಾಸ್ಟರ್ ಆಫ್ ಪ್ಯಾರಿಸ್ ಮೂರ್ತಿಗಳು ಕೆರೆ ಕುಂಟೆಗಳ ನೀರನ್ನು ಕಲುಷಿತಗೊಳಿಸುತ್ತವೆ. ಈ ಬಗ್ಗೆ ಸ್ಥಳೀಯ ಆಡಳಿತ ಕ್ರಮ ಕೈಗೊಳ್ಳಬೇಕಿದೆ. ಹಬ್ಬದ ಹಿನ್ನೆಲೆಯಲ್ಲಿ ಮಾರುಕಟ್ಟೆಯಲ್ಲಿ ಜನಸಂದಣಿ ಹೆಚ್ಚಾಗಿದ್ದು ವ್ಯಾಪಾರ ವಹಿವಾಟು ಚುರುಕುಗೊಂಡಿದೆ. (496, 838, 586, 885)
story-a-photo (124, 306, 284, 376)
story-f-col1-text: ಪಟ್ಟಣದ ವಿವಿಧ ಬಡಾವಣೆಗಳಲ್ಲಿ ಗಣೇಶ ಹಬ್ಬದ ಸಿದ್ಧತೆ ಜೋರಾಗಿದ್ದು ಮಾರುಕಟ್ಟೆಯಲ್ಲಿ ವಿವಿಧ ಬಗೆಯ ಮೂರ್ತಿಗಳು ಮಾರಾಟಕ್ಕೆ ಸಿದ್ಧವಾಗಿವೆ. ಪರಿಸರ ಸ್ನೇಹಿ ಮೂರ್ತಿಗಳ ಬಳಕೆ ಕುರಿತು ಜಾಗೃತಿ ಮೂಡಿಸಲು ಅಧಿಕಾರಿಗಳು ಮುಂದಾಗಬೇಕು ಎಂದು ಸಾರ್ವಜನಿಕರು ಒತ್ತಾಯಿಸಿದ್ದಾರೆ. ಪ್ಲಾಸ್ಟರ್ ಆಫ್ ಪ್ಯಾರಿಸ್ ಮೂರ್ತಿಗಳು ಕೆರೆ ಕುಂಟೆಗಳ ನೀರನ್ನು ಕಲುಷಿತಗೊಳಿಸುತ್ತವೆ. ಈ ಬಗ್ಗೆ ಸ್ಥಳೀಯ ಆಡಳಿತ ಕ್ರಮ ಕೈಗೊಳ್ಳಬೇಕಿದೆ. ಹಬ್ಬದ ಹಿನ್ನೆಲೆಯಲ್ಲಿ ಮಾರುಕಟ್ಟೆಯಲ್ಲಿ ಜನಸಂದಣಿ ಹೆಚ್ಚಾಗಿದ್ದು ವ್ಯಾಪಾರ ವಹಿವಾಟು ಚುರುಕುಗೊಂಡಿದೆ. (230, 770, 308, 822)
story-d-col2 (428, 604, 505, 726)
story-b-photo (358, 306, 508, 390)
poem-body (60, 112, 110, 155)
story-a-headline: ಸರ್ಕಾರಿ ಸೌಲಭ್ಯದ ಅರಿವಿರಲಿ (124, 290, 225, 303)
story-d-col1-text: ಪಟ್ಟಣದ ವಿವಿಧ ಬಡಾವಣೆಗಳಲ್ಲಿ ಗಣೇಶ ಹಬ್ಬದ ಸಿದ್ಧತೆ ಜೋರಾಗಿದ್ದು ಮಾರುಕಟ್ಟೆಯಲ್ಲಿ ವಿವಿಧ ಬಗೆಯ ಮೂರ್ತಿಗಳು ಮಾರಾಟಕ್ಕೆ ಸಿದ್ಧವಾಗಿವೆ. ಪರಿಸರ ಸ್ನೇಹಿ ಮೂರ್ತಿಗಳ ಬಳಕೆ ಕುರಿತು ಜಾಗೃತಿ ಮೂಡಿಸಲು ಅಧಿಕಾರಿಗಳು ಮುಂದಾಗಬೇಕು ಎಂದು ಸಾರ್ವಜನಿಕರು ಒತ್ತಾಯಿಸಿದ್ದಾರೆ. ಪ್ಲಾಸ್ಟರ್ ಆಫ್ ಪ್ಯಾರಿಸ್ ಮೂರ್ತಿಗಳು ಕೆರೆ ಕುಂಟೆಗಳ ನೀರನ್ನು ಕಲುಷಿತಗೊಳಿಸುತ್ತವೆ. ಈ ಬಗ್ಗೆ ಸ್ಥಳೀಯ ಆಡಳಿತ ಕ್ರಮ ಕೈಗೊಳ್ಳಬೇಕಿದೆ. ಹಬ್ಬದ ಹಿನ್ನೆಲೆಯಲ್ಲಿ ಮಾರುಕಟ್ಟೆಯಲ್ಲಿ ಜನಸಂದಣಿ ಹೆಚ್ಚಾಗಿದ್ದು ವ್ಯಾಪಾರ ವಹಿವಾಟು ಚುರುಕುಗೊಂಡಿದೆ. (356, 538, 424, 596)
story-b-byline: ಉದಯವಾಣಿ ಸಮಾಚಾರ (288, 308, 322, 313)
story1-photo (14, 180, 114, 222)
story-d-headline: ಸಾಮಾಜಿಕ ನ್ಯಾಯಕ್ಕಾಗಿ ಹೋರಾಟ ಅಗತ್ಯ (356, 512, 499, 525)
registration-dot (500, 920, 507, 927)
poem-line: ಒಳಗಿಂದ (96, 141, 110, 147)
story-f-col2-text: ಪಟ್ಟಣದ ವಿವಿಧ ಬಡಾವಣೆಗಳಲ್ಲಿ ಗಣೇಶ ಹಬ್ಬದ ಸಿದ್ಧತೆ ಜೋರಾಗಿದ್ದು ಮಾರುಕಟ್ಟೆಯಲ್ಲಿ ವಿವಿಧ ಬಗೆಯ ಮೂರ್ತಿಗಳು ಮಾರಾಟಕ್ಕೆ ಸಿದ್ಧವಾಗಿವೆ. ಪರಿಸರ ಸ್ನೇಹಿ ಮೂರ್ತಿಗಳ ಬಳಕೆ ಕುರಿತು ಜಾಗೃತಿ ಮೂಡಿಸಲು ಅಧಿಕಾರಿಗಳು ಮುಂದಾಗಬೇಕು ಎಂದು ಸಾರ್ವಜನಿಕರು ಒತ್ತಾಯಿಸಿದ್ದಾರೆ. ಪ್ಲಾಸ್ಟರ್ ಆಫ್ ಪ್ಯಾರಿಸ್ ಮೂರ್ತಿಗಳು ಕೆರೆ ಕುಂಟೆಗಳ ನೀರನ್ನು ಕಲುಷಿತಗೊಳಿಸುತ್ತವೆ. ಈ ಬಗ್ಗೆ ಸ್ಥಳೀಯ ಆಡಳಿತ ಕ್ರಮ ಕೈಗೊಳ್ಳಬೇಕಿದೆ. ಹಬ್ಬದ ಹಿನ್ನೆಲೆಯಲ್ಲಿ ಮಾರುಕಟ್ಟೆಯಲ್ಲಿ ಜನಸಂದಣಿ ಹೆಚ್ಚಾಗಿದ್ದು ವ್ಯಾಪಾರ ವಹಿವಾಟು ಚುರುಕುಗೊಂಡಿದೆ. (312, 838, 400, 885)
quote-block (440, 196, 586, 238)
ad-banner (310, 12, 590, 62)
story-e-col2 (88, 834, 154, 906)
story-c-headline: ಸಾಮಾಜಿಕ ನ್ಯಾಯಕ್ಕಾಗಿ ಹೋರಾಟ ಅಗತ್ಯ (124, 512, 267, 525)
brand-icon (14, 72, 26, 84)
quote-photo (440, 157, 452, 171)
lead-headline: ಮಾರಕಟ್ಟೆಗೆ ಲಗ್ಗೆಯಿಟ್ಟ ಪಿಒಪಿ ಗಣೇಶ ಮೂರ್ತಿ (124, 70, 421, 94)
poem-line: ನಾಯಿಗೊಬ್ಬರಿ (89, 113, 110, 118)
lead-photo-caption: ಮಾರುಕಟ್ಟೆ ಪ್ರವೇಶಿಸಿರುವ ಗಣೇಶ ಮೂರ್ತಿಗಳು. (178, 238, 239, 243)
registration-dot (80, 920, 87, 927)
ad-sub: ಹತ್ತಿರದ ಹಾಲ್ ಬುಕ್ಕಿಂಗ್ (420, 33, 457, 38)
quote-text: ಗಣೇಶ ಮೂರ್ತಿಗಳ ತಯಾರಿಕೆಯಲ್ಲಿ ರಾಸಾಯನಿಕ ಬಣ್ಣಗಳ ಬಳಕೆ ಕಡಿಮೆ ಮಾಡಬೇಕು. (455, 198, 570, 203)
lead-col1 (124, 118, 174, 278)
registration-marks-right (500, 912, 540, 928)
quote-name: ಕಲಾವಿದ (572, 273, 584, 278)
story-c-col2-text: ಪಟ್ಟಣದ ವಿವಿಧ ಬಡಾವಣೆಗಳಲ್ಲಿ ಗಣೇಶ ಹಬ್ಬದ ಸಿದ್ಧತೆ ಜೋರಾಗಿದ್ದು ಮಾರುಕಟ್ಟೆಯಲ್ಲಿ ವಿವಿಧ ಬಗೆಯ ಮೂರ್ತಿಗಳು ಮಾರಾಟಕ್ಕೆ ಸಿದ್ಧವಾಗಿವೆ. ಪರಿಸರ ಸ್ನೇಹಿ ಮೂರ್ತಿಗಳ ಬಳಕೆ ಕುರಿತು ಜಾಗೃತಿ ಮೂಡಿಸಲು ಅಧಿಕಾರಿಗಳು ಮುಂದಾಗಬೇಕು ಎಂದು ಸಾರ್ವಜನಿಕರು ಒತ್ತಾಯಿಸಿದ್ದಾರೆ. ಪ್ಲಾಸ್ಟರ್ ಆಫ್ ಪ್ಯಾರಿಸ್ ಮೂರ್ತಿಗಳು ಕೆರೆ ಕುಂಟೆಗಳ ನೀರನ್ನು ಕಲುಷಿತಗೊಳಿಸುತ್ತವೆ. ಈ ಬಗ್ಗೆ ಸ್ಥಳೀಯ ಆಡಳಿತ ಕ್ರಮ ಕೈಗೊಳ್ಳಬೇಕಿದೆ. ಹಬ್ಬದ ಹಿನ್ನೆಲೆಯಲ್ಲಿ ಮಾರುಕಟ್ಟೆಯಲ್ಲಿ ಜನಸಂದಣಿ ಹೆಚ್ಚಾಗಿದ್ದು ವ್ಯಾಪಾರ ವಹಿವಾಟು ಚುರುಕುಗೊಂಡಿದೆ. (202, 632, 274, 690)
registration-dot (510, 920, 517, 927)
registration-marks-center (280, 912, 320, 928)
lead-col3-text: ಪಟ್ಟಣದ ವಿವಿಧ ಬಡಾವಣೆಗಳಲ್ಲಿ ಗಣೇಶ ಹಬ್ಬದ ಸಿದ್ಧತೆ ಜೋರಾಗಿದ್ದು ಮಾರುಕಟ್ಟೆಯಲ್ಲಿ ವಿವಿಧ ಬಗೆಯ ಮೂರ್ತಿಗಳು ಮಾರಾಟಕ್ಕೆ ಸಿದ್ಧವಾಗಿವೆ. ಪರಿಸರ ಸ್ನೇಹಿ ಮೂರ್ತಿಗಳ ಬಳಕೆ ಕುರಿತು ಜಾಗೃತಿ ಮೂಡಿಸಲು ಅಧಿಕಾರಿಗಳು ಮುಂದಾಗಬೇಕು ಎಂದು ಸಾರ್ವಜನಿಕರು ಒತ್ತಾಯಿಸಿದ್ದಾರೆ. ಪ್ಲಾಸ್ಟರ್ ಆಫ್ ಪ್ಯಾರಿಸ್ ಮೂರ್ತಿಗಳು ಕೆರೆ ಕುಂಟೆಗಳ ನೀರನ್ನು (266, 246, 350, 278)
story-e-col1-text-2: ಪಟ್ಟಣದ ವಿವಿಧ ಬಡಾವಣೆಗಳಲ್ಲಿ ಗಣೇಶ ಹಬ್ಬದ ಸಿದ್ಧತೆ ಜೋರಾಗಿದ್ದು ಮಾರುಕಟ್ಟೆಯಲ್ಲಿ ವಿವಿಧ ಬಗೆಯ ಮೂರ್ತಿಗಳು ಮಾರಾಟಕ್ಕೆ ಸಿದ್ಧವಾಗಿವೆ. ಪರಿಸರ ಸ್ನೇಹಿ ಮೂರ್ತಿಗಳ ಬಳಕೆ ಕುರಿತು ಜಾಗೃತಿ ಮೂಡಿಸಲು ಅಧಿಕಾರಿಗಳು ಮುಂದಾಗಬೇಕು ಎಂದು ಸಾರ್ವಜನಿಕರು ಒತ್ತಾಯಿಸಿದ್ದಾರೆ. ಪ್ಲಾಸ್ಟರ್ ಆಫ್ ಪ್ಯಾರಿಸ್ ಮೂರ್ತಿಗಳು ಕೆರೆ ಕುಂಟೆಗಳ ನೀರನ್ನು ಕಲುಷಿತಗೊಳಿಸುತ್ತವೆ. ಈ ಬಗ್ಗೆ ಸ್ಥಳೀಯ ಆಡಳಿತ ಕ್ರಮ ಕೈಗೊಳ್ಳಬೇಕಿದೆ. ಹಬ್ಬದ ಹಿನ್ನೆಲೆಯಲ್ಲಿ ಮಾರುಕಟ್ಟೆಯಲ್ಲಿ ಜನಸಂದಣಿ ಹೆಚ್ಚಾಗಿದ್ದು ವ್ಯಾಪಾರ ವಹಿವಾಟು ಚುರುಕುಗೊಂಡಿದೆ. (14, 822, 84, 885)
story-c-col1-text-2: ಪಟ್ಟಣದ ವಿವಿಧ ಬಡಾವಣೆಗಳಲ್ಲಿ ಗಣೇಶ ಹಬ್ಬದ ಸಿದ್ಧತೆ ಜೋರಾಗಿದ್ದು ಮಾರುಕಟ್ಟೆಯಲ್ಲಿ ವಿವಿಧ ಬಗೆಯ ಮೂರ್ತಿಗಳು ಮಾರಾಟಕ್ಕೆ ಸಿದ್ಧವಾಗಿವೆ. ಪರಿಸರ ಸ್ನೇಹಿ ಮೂರ್ತಿಗಳ ಬಳಕೆ ಕುರಿತು ಜಾಗೃತಿ ಮೂಡಿಸಲು ಅಧಿಕಾರಿಗಳು ಮುಂದಾಗಬೇಕು ಎಂದು ಸಾರ್ವಜನಿಕರು ಒತ್ತಾಯಿಸಿದ್ದಾರೆ. ಪ್ಲಾಸ್ಟರ್ ಆಫ್ ಪ್ಯಾರಿಸ್ ಮೂರ್ತಿಗಳು ಕೆರೆ ಕುಂಟೆಗಳ ನೀರನ್ನು ಕಲುಷಿತಗೊಳಿಸುತ್ತವೆ. ಈ ಬಗ್ಗೆ ಸ್ಥಳೀಯ ಆಡಳಿತ ಕ್ರಮ ಕೈಗೊಳ್ಳಬೇಕಿದೆ. ಹಬ್ಬದ ಹಿನ್ನೆಲೆಯಲ್ಲಿ ಮಾರುಕಟ್ಟೆಯಲ್ಲಿ ಜನಸಂದಣಿ ಹೆಚ್ಚಾಗಿದ್ದು ವ್ಯಾಪಾರ ವಹಿವಾಟು ಚುರುಕುಗೊಂಡಿದೆ. (124, 584, 198, 642)
story-f-photo-1 (312, 762, 430, 826)
story-f-col3 (404, 838, 492, 906)
section-title: ಬೆಂ.ಗ್ರಾಮಾಂತರ (120, 14, 279, 49)
story-f-headline: ಬಿಜಿಎಸ್ ಆಸ್ಪತ್ರೆಯಲ್ಲಿ ರಿಯಾಯಿತಿ ದರದಲ್ಲಿ ಚಿಕಿತ್ಸೆ (230, 744, 421, 758)
story-d-col1 (356, 538, 424, 726)
story3-body (14, 590, 114, 720)
story1-text-2: ಪಟ್ಟಣದ ವಿವಿಧ ಬಡಾವಣೆಗಳಲ್ಲಿ ಗಣೇಶ ಹಬ್ಬದ ಸಿದ್ಧತೆ ಜೋರಾಗಿದ್ದು ಮಾರುಕಟ್ಟೆಯಲ್ಲಿ ವಿವಿಧ ಬಗೆಯ ಮೂರ್ತಿಗಳು ಮಾರಾಟಕ್ಕೆ ಸಿದ್ಧವಾಗಿವೆ. ಪರಿಸರ ಸ್ನೇಹಿ ಮೂರ್ತಿಗಳ ಬಳಕೆ ಕುರಿತು ಜಾಗೃತಿ ಮೂಡಿಸಲು ಅಧಿಕಾರಿಗಳು ಮುಂದಾಗಬೇಕು ಎಂದು ಸಾರ್ವಜನಿಕರು ಒತ್ತಾಯಿಸಿದ್ದಾರೆ. ಪ್ಲಾಸ್ಟರ್ ಆಫ್ ಪ್ಯಾರಿಸ್ ಮೂರ್ತಿಗಳು ಕೆರೆ ಕುಂಟೆಗಳ ನೀರನ್ನು ಕಲುಷಿತಗೊಳಿಸುತ್ತವೆ. ಈ ಬಗ್ಗೆ ಸ್ಥಳೀಯ ಆಡಳಿತ ಕ್ರಮ ಕೈಗೊಳ್ಳಬೇಕಿದೆ. ಹಬ್ಬದ ಹಿನ್ನೆಲೆಯಲ್ಲಿ ಮಾರುಕಟ್ಟೆಯಲ್ಲಿ ಜನಸಂದಣಿ ಹೆಚ್ಚಾಗಿದ್ದು ವ್ಯಾಪಾರ ವಹಿವಾಟು ಚುರುಕುಗೊಂಡಿದೆ. (14, 262, 114, 304)
poem-title: ಸಹಕಾ(ಬಾ)ರ (52, 100, 84, 108)
story-c-col1-text: ಪಟ್ಟಣದ ವಿವಿಧ ಬಡಾವಣೆಗಳಲ್ಲಿ ಗಣೇಶ ಹಬ್ಬದ ಸಿದ್ಧತೆ ಜೋರಾಗಿದ್ದು ಮಾರುಕಟ್ಟೆಯಲ್ಲಿ ವಿವಿಧ ಬಗೆಯ ಮೂರ್ತಿಗಳು ಮಾರಾಟಕ್ಕೆ ಸಿದ್ಧವಾಗಿವೆ. ಪರಿಸರ ಸ್ನೇಹಿ ಮೂರ್ತಿಗಳ ಬಳಕೆ ಕುರಿತು ಜಾಗೃತಿ ಮೂಡಿಸಲು ಅಧಿಕಾರಿಗಳು ಮುಂದಾಗಬೇಕು ಎಂದು ಸಾರ್ವಜನಿಕರು ಒತ್ತಾಯಿಸಿದ್ದಾರೆ. ಪ್ಲಾಸ್ಟರ್ ಆಫ್ ಪ್ಯಾರಿಸ್ ಮೂರ್ತಿಗಳು ಕೆರೆ ಕುಂಟೆಗಳ ನೀರನ್ನು ಕಲುಷಿತಗೊಳಿಸುತ್ತವೆ. ಈ ಬಗ್ಗೆ ಸ್ಥಳೀಯ ಆಡಳಿತ ಕ್ರಮ ಕೈಗೊಳ್ಳಬೇಕಿದೆ. ಹಬ್ಬದ ಹಿನ್ನೆಲೆಯಲ್ಲಿ ಮಾರುಕಟ್ಟೆಯಲ್ಲಿ ಜನಸಂದಣಿ ಹೆಚ್ಚಾಗಿದ್ದು ವ್ಯಾಪಾರ ವಹಿವಾಟು ಚುರುಕುಗೊಂಡಿದೆ. (124, 538, 198, 590)
story-f-byline: ಉದಯವಾಣಿ ಸಮಾಚಾರ (230, 762, 264, 767)
quote-block (440, 112, 586, 154)
bottom-band: ನೆಲಮಂಗಲದಲ್ಲಿ ಸಾರ್ವಜನಿಕರಿಂದ ಬಿಜಿಎಸ್ ಆಸ್ಪತ್ರೆಗೆ ಸೌಲಭ್ಯ (124, 730, 586, 740)
paper-name: ಉದಯವಾಣಿ (30, 22, 65, 31)
story3-byline: ದೊಡ್ಡಬಳ್ಳಾಪುರ: (14, 590, 37, 595)
quote-name: ಸ್ಥಳೀಯ ನಾಗರಿಕ (561, 188, 584, 193)
story-b-col3 (435, 404, 508, 508)
story-e-headline: ಪಾರಂಪರಿಕ ಕಟ್ಟಡ ಹಸ್ತಾಂತರಕ್ಕೆ ಒತ್ತಾಯ (14, 744, 156, 757)
story-b-col2-text: ಪಟ್ಟಣದ ವಿವಿಧ ಬಡಾವಣೆಗಳಲ್ಲಿ ಗಣೇಶ ಹಬ್ಬದ ಸಿದ್ಧತೆ ಜೋರಾಗಿದ್ದು ಮಾರುಕಟ್ಟೆಯಲ್ಲಿ ವಿವಿಧ ಬಗೆಯ ಮೂರ್ತಿಗಳು ಮಾರಾಟಕ್ಕೆ ಸಿದ್ಧವಾಗಿವೆ. ಪರಿಸರ ಸ್ನೇಹಿ ಮೂರ್ತಿಗಳ ಬಳಕೆ ಕುರಿತು ಜಾಗೃತಿ ಮೂಡಿಸಲು ಅಧಿಕಾರಿಗಳು ಮುಂದಾಗಬೇಕು ಎಂದು ಸಾರ್ವಜನಿಕರು ಒತ್ತಾಯಿಸಿದ್ದಾರೆ. ಪ್ಲಾಸ್ಟರ್ ಆಫ್ ಪ್ಯಾರಿಸ್ ಮೂರ್ತಿಗಳು ಕೆರೆ ಕುಂಟೆಗಳ ನೀರನ್ನು ಕಲುಷಿತಗೊಳಿಸುತ್ತವೆ. ಈ ಬಗ್ಗೆ ಸ್ಥಳೀಯ ಆಡಳಿತ ಕ್ರಮ ಕೈಗೊಳ್ಳಬೇಕಿದೆ. ಹಬ್ಬದ ಹಿನ್ನೆಲೆಯಲ್ಲಿ ಮಾರುಕಟ್ಟೆಯಲ್ಲಿ ಜನಸಂದಣಿ ಹೆಚ್ಚಾಗಿದ್ದು ವ್ಯಾಪಾರ ವಹಿವಾಟು ಚುರುಕುಗೊಂಡಿದೆ. (358, 404, 431, 456)
story-a-col2-text: ಪಟ್ಟಣದ ವಿವಿಧ ಬಡಾವಣೆಗಳಲ್ಲಿ ಗಣೇಶ ಹಬ್ಬದ ಸಿದ್ಧತೆ ಜೋರಾಗಿದ್ದು ಮಾರುಕಟ್ಟೆಯಲ್ಲಿ ವಿವಿಧ ಬಗೆಯ ಮೂರ್ತಿಗಳು ಮಾರಾಟಕ್ಕೆ ಸಿದ್ಧವಾಗಿವೆ. ಪರಿಸರ ಸ್ನೇಹಿ ಮೂರ್ತಿಗಳ ಬಳಕೆ ಕುರಿತು ಜಾಗೃತಿ ಮೂಡಿಸಲು ಅಧಿಕಾರಿಗಳು ಮುಂದಾಗಬೇಕು ಎಂದು ಸಾರ್ವಜನಿಕರು ಒತ್ತಾಯಿಸಿದ್ದಾರೆ. ಪ್ಲಾಸ್ಟರ್ ಆಫ್ ಪ್ಯಾರಿಸ್ ಮೂರ್ತಿಗಳು ಕೆರೆ ಕುಂಟೆಗಳ ನೀರನ್ನು ಕಲುಷಿತಗೊಳಿಸುತ್ತವೆ. ಈ ಬಗ್ಗೆ ಸ್ಥಳೀಯ ಆಡಳಿತ ಕ್ರಮ ಕೈಗೊಳ್ಳಬೇಕಿದೆ. ಹಬ್ಬದ ಹಿನ್ನೆಲೆಯಲ್ಲಿ ಮಾರುಕಟ್ಟೆಯಲ್ಲಿ ಜನಸಂದಣಿ ಹೆಚ್ಚಾಗಿದ್ದು ವ್ಯಾಪಾರ ವಹಿವಾಟು ಚುರುಕುಗೊಂಡಿದೆ. (178, 386, 230, 464)
registration-dot (530, 920, 537, 927)
story1-body (14, 226, 114, 396)
registration-dot (290, 920, 297, 927)
story-d-photo (428, 530, 586, 590)
story3-text: ಪಟ್ಟಣದ ವಿವಿಧ ಬಡಾವಣೆಗಳಲ್ಲಿ ಗಣೇಶ ಹಬ್ಬದ ಸಿದ್ಧತೆ ಜೋರಾಗಿದ್ದು ಮಾರುಕಟ್ಟೆಯಲ್ಲಿ ವಿವಿಧ ಬಗೆಯ ಮೂರ್ತಿಗಳು ಮಾರಾಟಕ್ಕೆ ಸಿದ್ಧವಾಗಿವೆ. ಪರಿಸರ ಸ್ನೇಹಿ ಮೂರ್ತಿಗಳ ಬಳಕೆ ಕುರಿತು ಜಾಗೃತಿ ಮೂಡಿಸಲು ಅಧಿಕಾರಿಗಳು ಮುಂದಾಗಬೇಕು ಎಂದು ಸಾರ್ವಜನಿಕರು ಒತ್ತಾಯಿಸಿದ್ದಾರೆ. ಪ್ಲಾಸ್ಟರ್ ಆಫ್ ಪ್ಯಾರಿಸ್ ಮೂರ್ತಿಗಳು ಕೆರೆ ಕುಂಟೆಗಳ ನೀರನ್ನು ಕಲುಷಿತಗೊಳಿಸುತ್ತವೆ. ಈ ಬಗ್ಗೆ ಸ್ಥಳೀಯ ಆಡಳಿತ ಕ್ರಮ ಕೈಗೊಳ್ಳಬೇಕಿದೆ. ಹಬ್ಬದ ಹಿನ್ನೆಲೆಯಲ್ಲಿ ಮಾರುಕಟ್ಟೆಯಲ್ಲಿ ಜನಸಂದಣಿ ಹೆಚ್ಚಾಗಿದ್ದು ವ್ಯಾಪಾರ ವಹಿವಾಟು ಚುರುಕುಗೊಂಡಿದೆ. (14, 590, 114, 632)
quote-block (440, 238, 586, 280)
story-a-col3-text: ಪಟ್ಟಣದ ವಿವಿಧ ಬಡಾವಣೆಗಳಲ್ಲಿ ಗಣೇಶ ಹಬ್ಬದ ಸಿದ್ಧತೆ ಜೋರಾಗಿದ್ದು ಮಾರುಕಟ್ಟೆಯಲ್ಲಿ ವಿವಿಧ ಬಗೆಯ ಮೂರ್ತಿಗಳು ಮಾರಾಟಕ್ಕೆ ಸಿದ್ಧವಾಗಿವೆ. ಪರಿಸರ ಸ್ನೇಹಿ ಮೂರ್ತಿಗಳ ಬಳಕೆ ಕುರಿತು ಜಾಗೃತಿ ಮೂಡಿಸಲು ಅಧಿಕಾರಿಗಳು ಮುಂದಾಗಬೇಕು ಎಂದು ಸಾರ್ವಜನಿಕರು ಒತ್ತಾಯಿಸಿದ್ದಾರೆ. ಪ್ಲಾಸ್ಟರ್ ಆಫ್ ಪ್ಯಾರಿಸ್ ಮೂರ್ತಿಗಳು ಕೆರೆ ಕುಂಟೆಗಳ ನೀರನ್ನು ಕಲುಷಿತಗೊಳಿಸುತ್ತವೆ. ಈ ಬಗ್ಗೆ ಸ್ಥಳೀಯ ಆಡಳಿತ ಕ್ರಮ ಕೈಗೊಳ್ಳಬೇಕಿದೆ. ಹಬ್ಬದ ಹಿನ್ನೆಲೆಯಲ್ಲಿ ಮಾರುಕಟ್ಟೆಯಲ್ಲಿ ಜನಸಂದಣಿ ಹೆಚ್ಚಾಗಿದ್ದು ವ್ಯಾಪಾರ ವಹಿವಾಟು ಚುರುಕುಗೊಂಡಿದೆ. (232, 386, 284, 464)
